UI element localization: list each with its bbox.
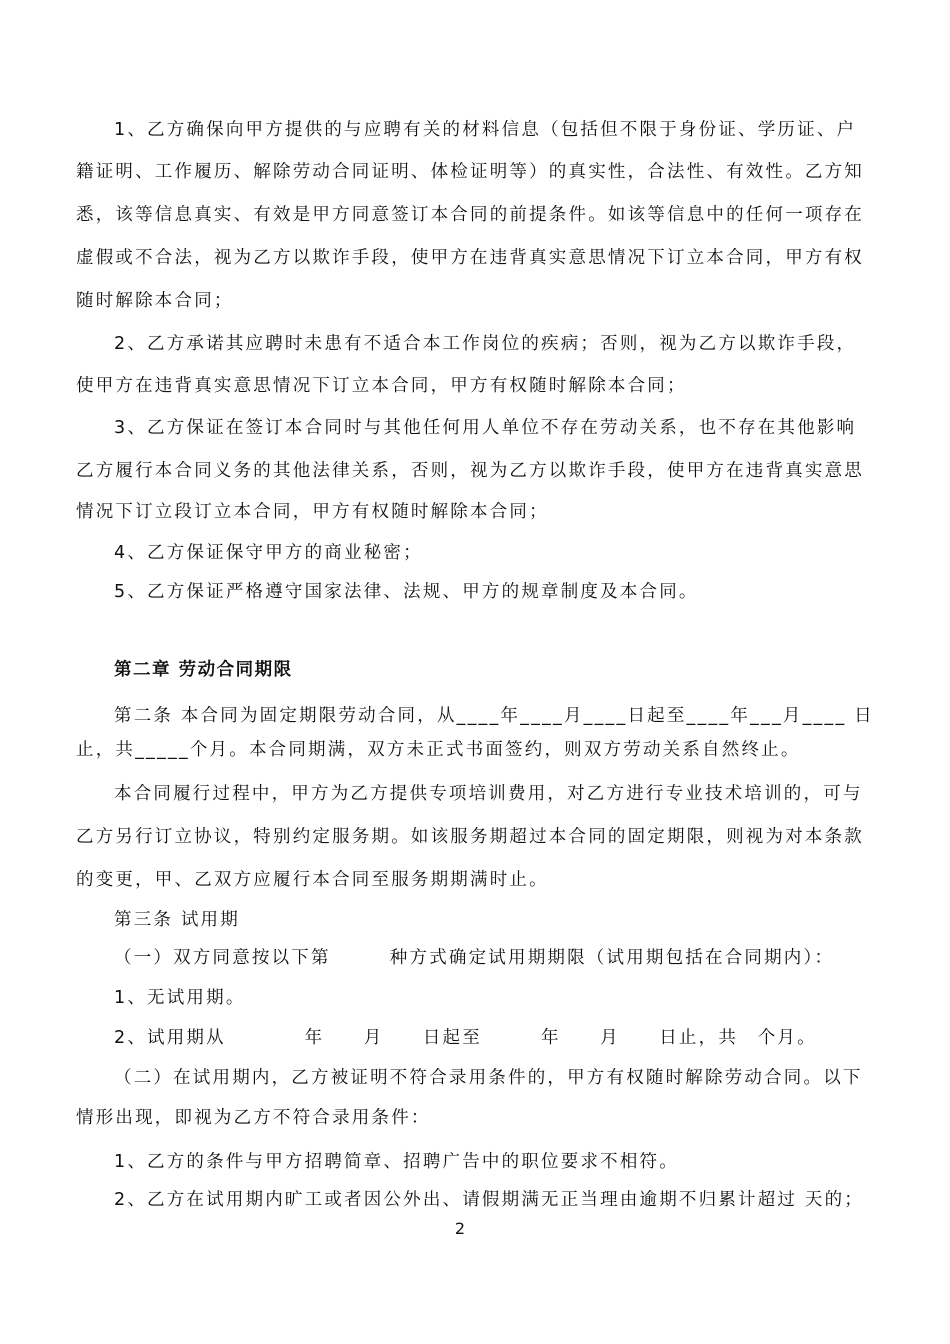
text-line: 乙方履行本合同义务的其他法律关系，否则，视为乙方以欺诈手段，使甲方在违背真实意思 (76, 461, 864, 481)
text-line: 虚假或不合法，视为乙方以欺诈手段，使甲方在违背真实意思情况下订立本合同，甲方有权 (76, 248, 864, 268)
text-line: 2、乙方承诺其应聘时未患有不适合本工作岗位的疾病；否则，视为乙方以欺诈手段， (114, 334, 857, 354)
text-line: 的变更，甲、乙双方应履行本合同至服务期期满时止。 (76, 870, 549, 890)
text-line: 使甲方在违背真实意思情况下订立本合同，甲方有权随时解除本合同； (76, 376, 687, 396)
text-line: 4、乙方保证保守甲方的商业秘密； (114, 543, 423, 563)
text-line: 1、乙方确保向甲方提供的与应聘有关的材料信息（包括但不限于身份证、学历证、户 (114, 120, 857, 140)
page-number: 2 (454, 1219, 466, 1238)
text-line: 情况下订立段订立本合同，甲方有权随时解除本合同； (76, 502, 549, 522)
text-line: 第二条 本合同为固定期限劳动合同，从____年____月____日起至____年___月____ 日 (114, 706, 874, 726)
text-line: 悉，该等信息真实、有效是甲方同意签订本合同的前提条件。如该等信息中的任何一项存在 (76, 205, 864, 225)
text-line: 1、乙方的条件与甲方招聘简章、招聘广告中的职位要求不相符。 (114, 1152, 679, 1172)
text-line: 1、无试用期。 (114, 988, 246, 1008)
text-line: 情形出现，即视为乙方不符合录用条件： (76, 1108, 431, 1128)
text-line: 乙方另行订立协议，特别约定服务期。如该服务期超过本合同的固定期限，则视为对本条款 (76, 827, 864, 847)
text-line: 止，共_____个月。本合同期满，双方未正式书面签约，则双方劳动关系自然终止。 (76, 740, 801, 760)
text-line: 5、乙方保证严格遵守国家法律、法规、甲方的规章制度及本合同。 (114, 582, 699, 602)
text-line: 随时解除本合同； (76, 291, 234, 311)
text-line: （一）双方同意按以下第 种方式确定试用期期限（试用期包括在合同期内）： (114, 948, 835, 968)
text-line: 本合同履行过程中，甲方为乙方提供专项培训费用，对乙方进行专业技术培训的，可与 (114, 784, 863, 804)
text-line: 籍证明、工作履历、解除劳动合同证明、体检证明等）的真实性，合法性、有效性。乙方知 (76, 162, 864, 182)
text-line: （二）在试用期内，乙方被证明不符合录用条件的，甲方有权随时解除劳动合同。以下 (114, 1068, 863, 1088)
text-line: 3、乙方保证在签订本合同时与其他任何用人单位不存在劳动关系，也不存在其他影响 (114, 418, 857, 438)
section-heading: 第三条 试用期 (114, 910, 240, 930)
text-line: 2、试用期从 年 月 日起至 年 月 日止，共 个月。 (114, 1028, 817, 1048)
chapter-heading: 第二章 劳动合同期限 (114, 660, 293, 680)
text-line: 2、乙方在试用期内旷工或者因公外出、请假期满无正当理由逾期不归累计超过 天的； (114, 1190, 864, 1210)
